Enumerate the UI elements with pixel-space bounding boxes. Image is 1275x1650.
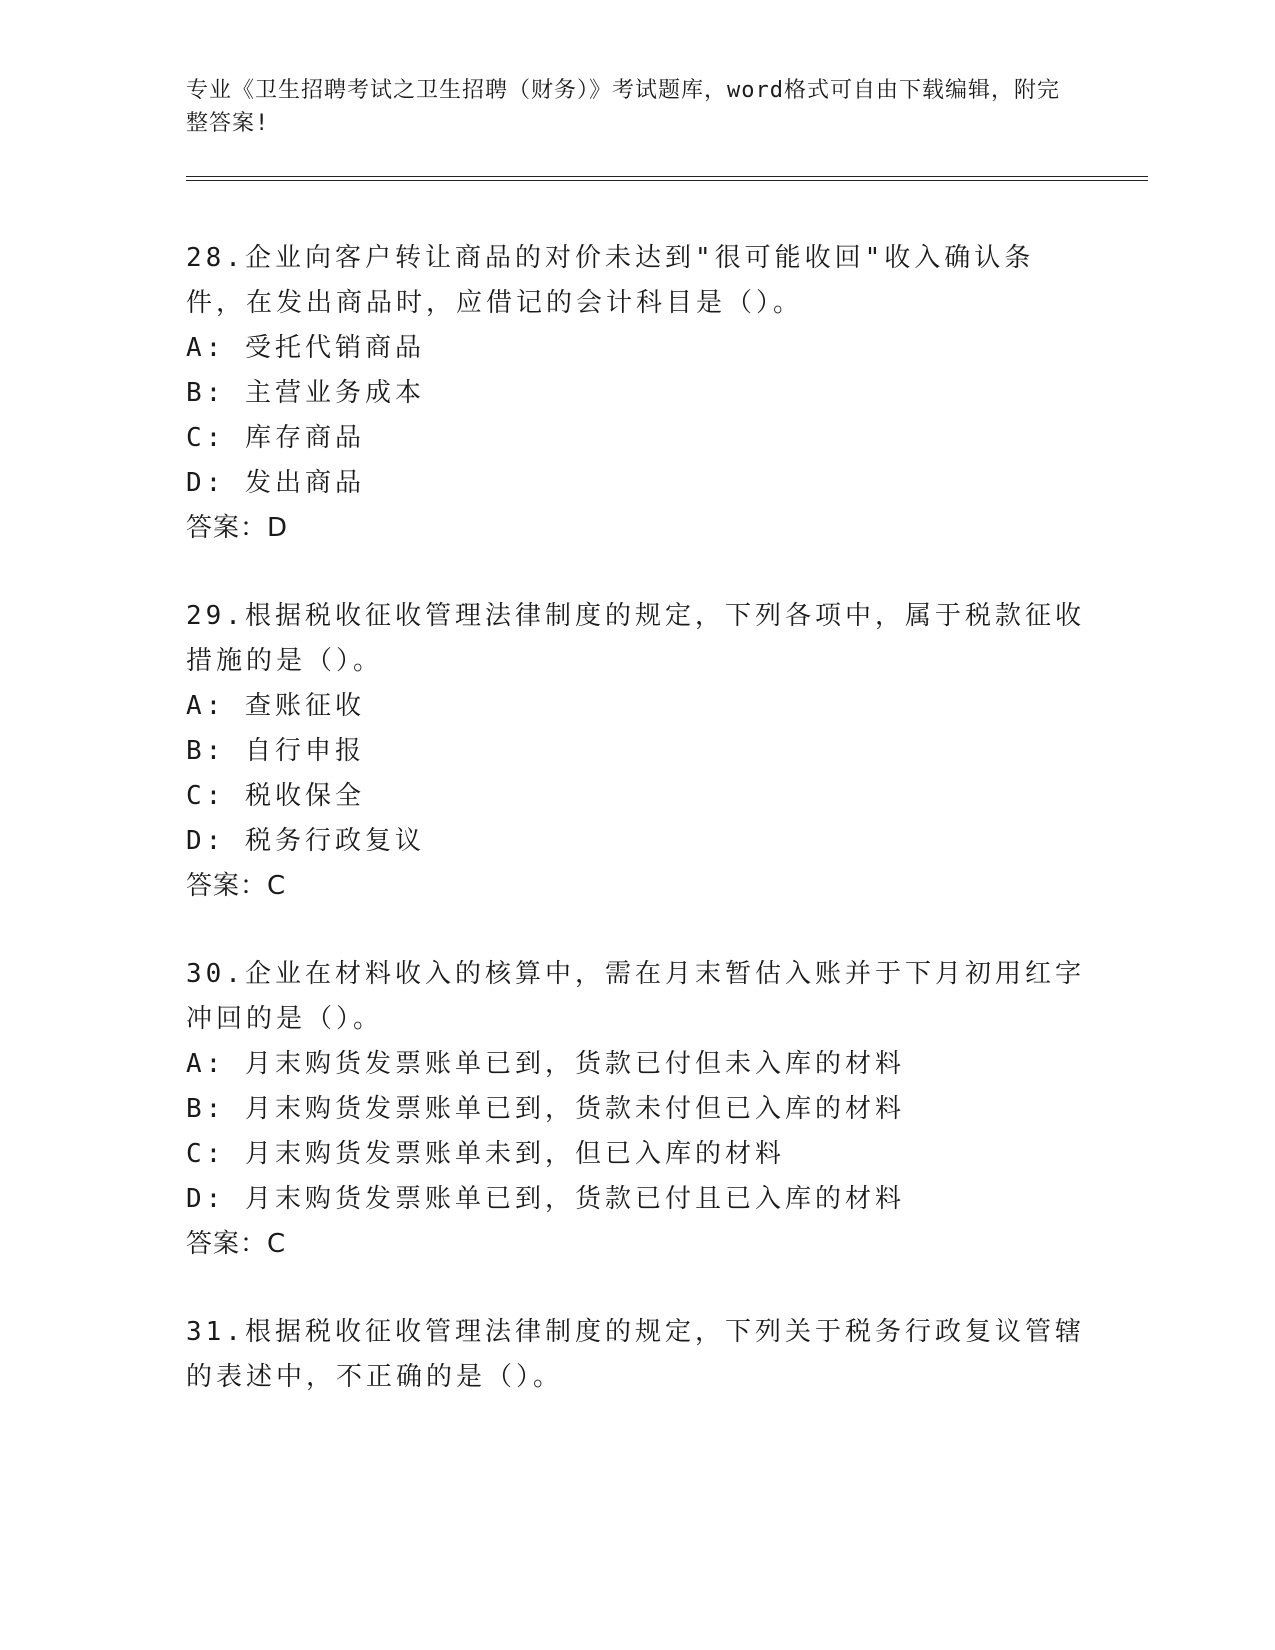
option-b: B: 主营业务成本 (186, 378, 425, 408)
option-c: C: 库存商品 (186, 423, 365, 453)
question-28 (186, 236, 1086, 551)
header-divider (186, 176, 1148, 181)
question-30 (186, 952, 1086, 1267)
question-31 (186, 1310, 1086, 1400)
option-c: C: 税收保全 (186, 781, 365, 811)
option-b: B: 自行申报 (186, 736, 365, 766)
option-c: C: 月末购货发票账单未到，但已入库的材料 (186, 1139, 785, 1169)
option-b: B: 月末购货发票账单已到，货款未付但已入库的材料 (186, 1094, 905, 1124)
option-d: D: 税务行政复议 (186, 826, 425, 856)
answer-label: 答案：C (186, 871, 287, 901)
question-stem: 28.企业向客户转让商品的对价未达到"很可能收回"收入确认条件，在发出商品时，应借记的会计科目是（）。 (186, 243, 1035, 318)
question-stem: 30.企业在材料收入的核算中，需在月末暂估入账并于下月初用红字冲回的是（）。 (186, 959, 1085, 1034)
option-a: A: 查账征收 (186, 691, 365, 721)
answer-label: 答案：D (186, 513, 289, 543)
option-a: A: 月末购货发票账单已到，货款已付但未入库的材料 (186, 1049, 905, 1079)
question-stem: 31.根据税收征收管理法律制度的规定，下列关于税务行政复议管辖的表述中，不正确的是（）。 (186, 1317, 1085, 1392)
answer-label: 答案：C (186, 1229, 287, 1259)
question-29 (186, 594, 1086, 909)
option-d: D: 月末购货发票账单已到，货款已付且已入库的材料 (186, 1184, 905, 1214)
option-a: A: 受托代销商品 (186, 333, 425, 363)
question-list (186, 236, 1086, 1443)
option-d: D: 发出商品 (186, 468, 365, 498)
document-header: 专业《卫生招聘考试之卫生招聘（财务）》考试题库，word格式可自由下载编辑，附完整答案! (186, 78, 1060, 136)
question-stem: 29.根据税收征收管理法律制度的规定，下列各项中，属于税款征收措施的是（）。 (186, 601, 1085, 676)
